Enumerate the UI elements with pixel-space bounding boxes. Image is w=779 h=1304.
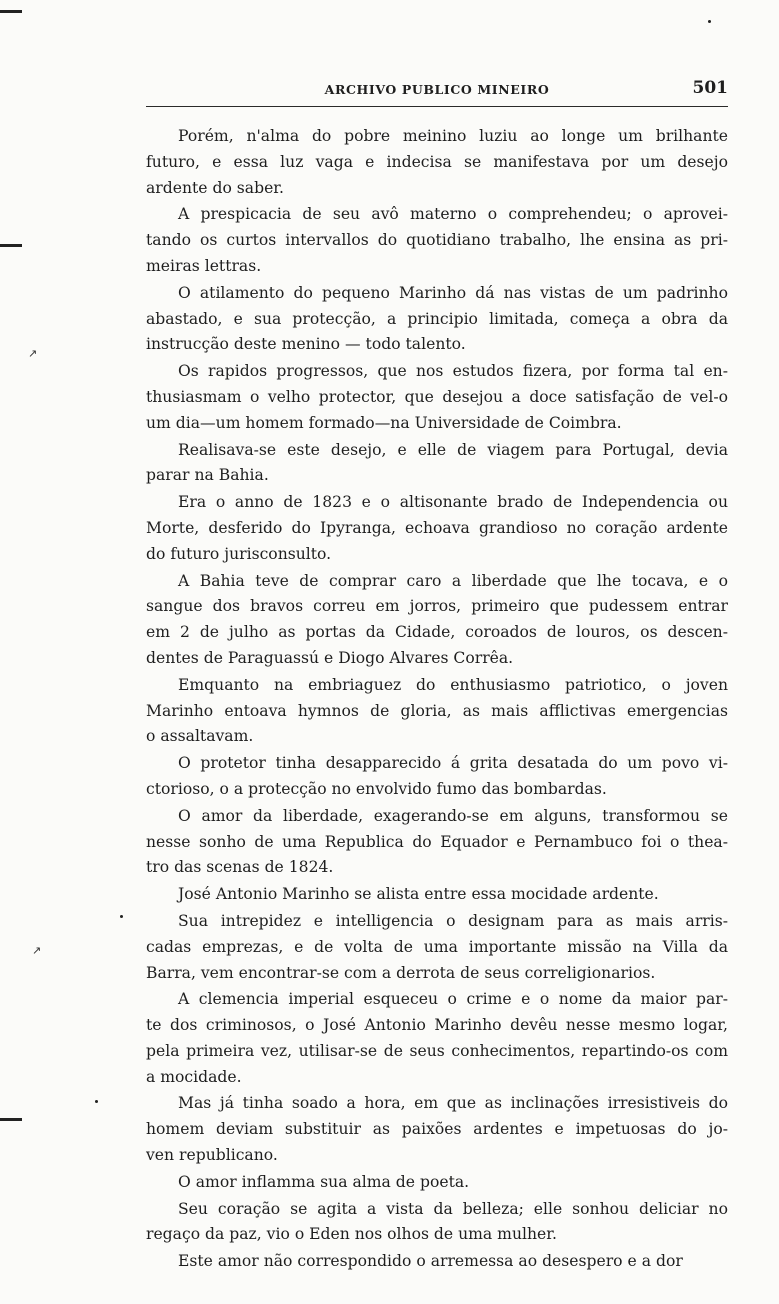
text-line: futuro, e essa luz vaga e indecisa se manifestava por um desejo <box>146 152 728 171</box>
text-line: em 2 de julho as portas da Cidade, coroados de louros, os descen- <box>146 623 728 642</box>
text-line: ctorioso, o a protecção no envolvido fumo das bombardas. <box>146 779 607 798</box>
paragraph <box>146 804 728 881</box>
text-line: Mas já tinha soado a hora, em que as inclinações irresistiveis do <box>178 1094 728 1113</box>
text-line: regaço da paz, vio o Eden nos olhos de uma mulher. <box>146 1225 557 1244</box>
text-line: dentes de Paraguassú e Diogo Alvares Corrêa. <box>146 648 514 667</box>
running-title: ARCHIVO PUBLICO MINEIRO <box>324 82 550 97</box>
text-line: Sua intrepidez e intelligencia o designam para as mais arris- <box>178 911 728 930</box>
text-line: Realisava-se este desejo, e elle de viagem para Portugal, devia <box>178 440 728 459</box>
text-line: Porém, n'alma do pobre meinino luziu ao longe um brilhante <box>178 127 728 145</box>
text-line: ven republicano. <box>146 1146 278 1165</box>
text-line: A clemencia imperial esqueceu o crime e o nome da maior par- <box>178 990 728 1009</box>
header-rule <box>146 106 728 107</box>
text-line: Marinho entoava hymnos de gloria, as mais afflictivas emergencias <box>146 701 728 720</box>
paragraph <box>146 751 728 803</box>
text-line: um dia—um homem formado—na Universidade de Coimbra. <box>146 413 622 432</box>
margin-tick-mark <box>0 10 22 13</box>
paragraph <box>146 490 728 567</box>
scan-speck <box>708 20 711 23</box>
paragraph <box>146 909 728 986</box>
paragraph <box>146 124 728 201</box>
paragraph <box>146 569 728 672</box>
text-line: Barra, vem encontrar-se com a derrota de seus correligionarios. <box>146 963 656 982</box>
paragraph <box>146 673 728 750</box>
text-line: O protetor tinha desapparecido á grita desatada do um povo vi- <box>178 754 728 773</box>
text-line: tro das scenas de 1824. <box>146 858 334 877</box>
text-line: sangue dos bravos correu em jorros, primeiro que pudessem entrar <box>146 597 728 616</box>
page-number: 501 <box>692 78 728 98</box>
text-line: A prespicacia de seu avô materno o comprehendeu; o aprovei- <box>178 205 728 224</box>
text-line: meiras lettras. <box>146 256 262 275</box>
paragraph <box>146 281 728 358</box>
paragraph <box>146 202 728 279</box>
text-line: abastado, e sua protecção, a principio limitada, começa a obra da <box>146 309 728 328</box>
page-header <box>146 78 728 104</box>
body-text <box>146 124 728 1276</box>
paragraph <box>146 1091 728 1168</box>
text-line: O atilamento do pequeno Marinho dá nas vistas de um padrinho <box>178 283 728 302</box>
paragraph <box>146 1197 728 1249</box>
text-line: O amor da liberdade, exagerando-se em alguns, transformou se <box>178 806 728 825</box>
paragraph <box>146 359 728 436</box>
text-line: nesse sonho de uma Republica do Equador e Pernambuco foi o thea- <box>146 832 728 851</box>
scan-speck <box>120 915 123 918</box>
paragraph <box>146 1249 728 1275</box>
scan-mark: ↗ <box>32 944 42 957</box>
text-line: pela primeira vez, utilisar-se de seus conhecimentos, repartindo-os com <box>146 1041 728 1060</box>
text-line: Emquanto na embriaguez do enthusiasmo patriotico, o joven <box>178 675 728 694</box>
margin-tick-mark <box>0 1118 22 1121</box>
text-line: O amor inflamma sua alma de poeta. <box>178 1172 470 1191</box>
margin-tick-mark <box>0 244 22 247</box>
paragraph <box>146 882 728 908</box>
scan-speck <box>95 1100 98 1103</box>
text-line: o assaltavam. <box>146 727 254 746</box>
paragraph <box>146 1170 728 1196</box>
scan-mark: ↗ <box>28 347 38 360</box>
text-line: A Bahia teve de comprar caro a liberdade que lhe tocava, e o <box>178 571 728 590</box>
text-line: Era o anno de 1823 e o altisonante brado de Independencia ou <box>178 493 728 512</box>
text-line: cadas emprezas, e de volta de uma importante missão na Villa da <box>146 937 728 956</box>
paragraph <box>146 987 728 1090</box>
text-line: parar na Bahia. <box>146 466 269 485</box>
text-line: te dos criminosos, o José Antonio Marinho devêu nesse mesmo logar, <box>146 1016 728 1035</box>
text-line: a mocidade. <box>146 1067 242 1086</box>
text-line: ardente do saber. <box>146 178 284 197</box>
text-line: Morte, desferido do Ipyranga, echoava grandioso no coração ardente <box>146 518 728 537</box>
text-line: Este amor não correspondido o arremessa ao desespero e a dor <box>178 1252 683 1271</box>
text-line: do futuro jurisconsulto. <box>146 544 332 563</box>
text-line: Seu coração se agita a vista da belleza; elle sonhou deliciar no <box>178 1199 728 1218</box>
text-line: thusiasmam o velho protector, que desejou a doce satisfação de vel-o <box>146 387 728 406</box>
text-line: homem deviam substituir as paixões ardentes e impetuosas do jo- <box>146 1120 728 1139</box>
text-line: José Antonio Marinho se alista entre essa mocidade ardente. <box>178 885 659 904</box>
text-line: tando os curtos intervallos do quotidiano trabalho, lhe ensina as pri- <box>146 231 728 250</box>
text-line: Os rapidos progressos, que nos estudos fizera, por forma tal en- <box>178 362 728 381</box>
text-line: instrucção deste menino — todo talento. <box>146 335 466 354</box>
paragraph <box>146 438 728 490</box>
